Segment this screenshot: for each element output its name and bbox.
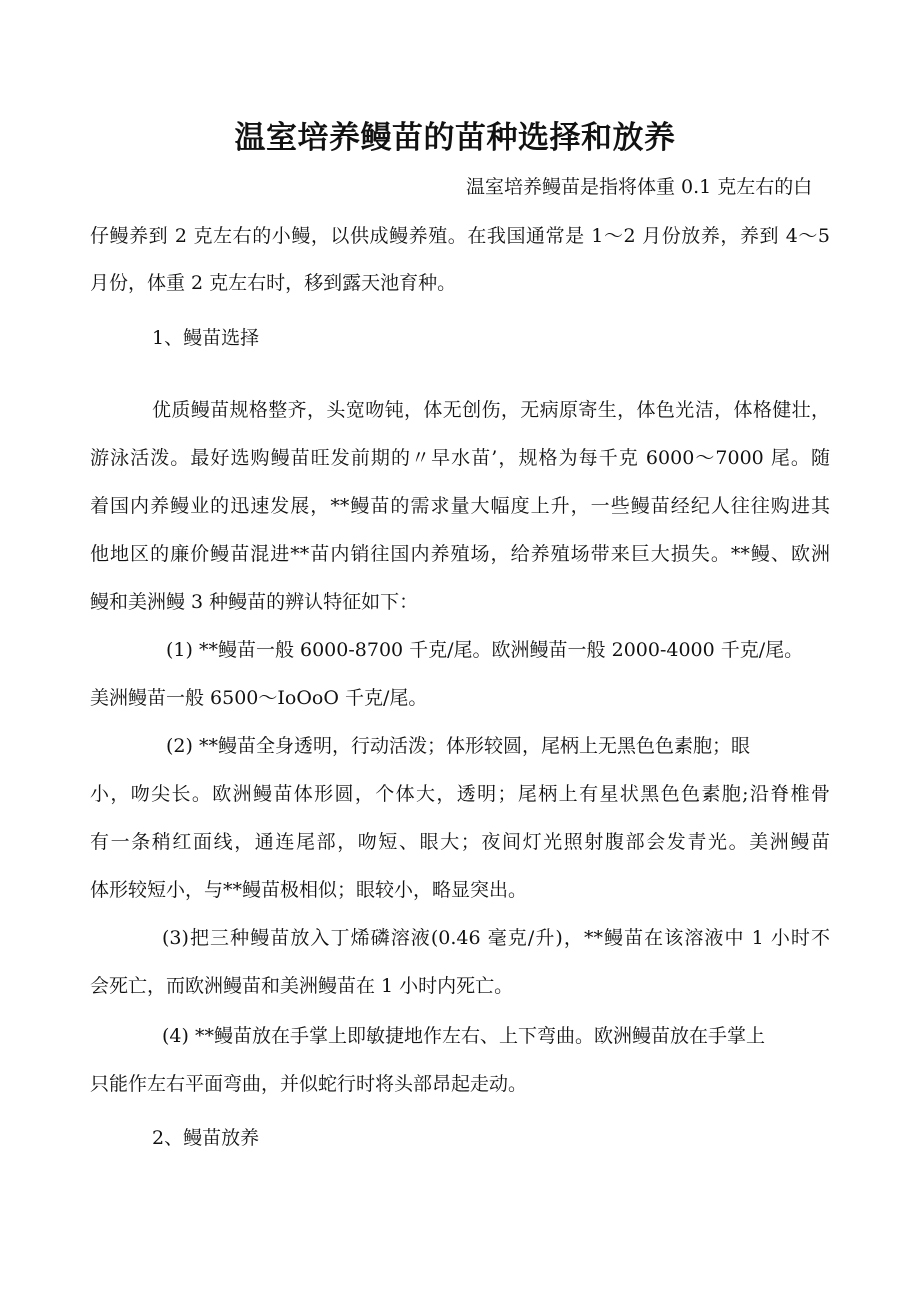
text-line: 会死亡，而欧洲鳗苗和美洲鳗苗在 1 小时内死亡。 [90, 975, 514, 997]
section-heading: 2、鳗苗放养 [152, 1127, 260, 1149]
text-line: 小，吻尖长。欧洲鳗苗体形圆，个体大，透明；尾柄上有星状黑色色素胞;沿脊椎骨 [90, 783, 830, 805]
text-line: 鳗和美洲鳗 3 种鳗苗的辨认特征如下： [90, 591, 419, 613]
text-line: 仔鳗养到 2 克左右的小鳗，以供成鳗养殖。在我国通常是 1～2 月份放养，养到 4～5 [90, 225, 830, 247]
section-heading: 1、鳗苗选择 [152, 327, 260, 349]
text-line: 他地区的廉价鳗苗混进**苗内销往国内养殖场，给养殖场带来巨大损失。**鳗、欧洲 [90, 543, 830, 565]
text-line: 美洲鳗苗一般 6500～IoOoO 千克/尾。 [90, 687, 428, 709]
text-line: 只能作左右平面弯曲，并似蛇行时将头部昂起走动。 [90, 1073, 528, 1095]
text-line: 有一条稍红面线，通连尾部，吻短、眼大；夜间灯光照射腹部会发青光。美洲鳗苗 [90, 831, 830, 853]
list-item: (1) **鳗苗一般 6000-8700 千克/尾。欧洲鳗苗一般 2000-4000 千克/尾。 [166, 639, 804, 661]
text-line: 优质鳗苗规格整齐，头宽吻钝，体无创伤，无病原寄生，体色光洁，体格健壮， [152, 399, 830, 421]
text-line: 温室培养鳗苗是指将体重 0.1 克左右的白 [466, 176, 813, 198]
text-line: 体形较短小，与**鳗苗极相似；眼较小，略显突出。 [90, 879, 528, 901]
list-item: (2) **鳗苗全身透明，行动活泼；体形较圆，尾柄上无黑色色素胞；眼 [166, 735, 750, 757]
list-item: (4) **鳗苗放在手掌上即敏捷地作左右、上下弯曲。欧洲鳗苗放在手掌上 [162, 1025, 765, 1047]
text-line: 游泳活泼。最好选购鳗苗旺发前期的〃早水苗’，规格为每千克 6000～7000 尾。随 [90, 447, 830, 469]
document-title: 温室培养鳗苗的苗种选择和放养 [234, 120, 676, 156]
text-line: 着国内养鳗业的迅速发展，**鳗苗的需求量大幅度上升，一些鳗苗经纪人往往购进其 [90, 495, 830, 517]
text-line: 月份，体重 2 克左右时，移到露天池育种。 [90, 272, 457, 294]
list-item: (3)把三种鳗苗放入丁烯磷溶液(0.46 毫克/升)，**鳗苗在该溶液中 1 小时不 [162, 927, 830, 949]
